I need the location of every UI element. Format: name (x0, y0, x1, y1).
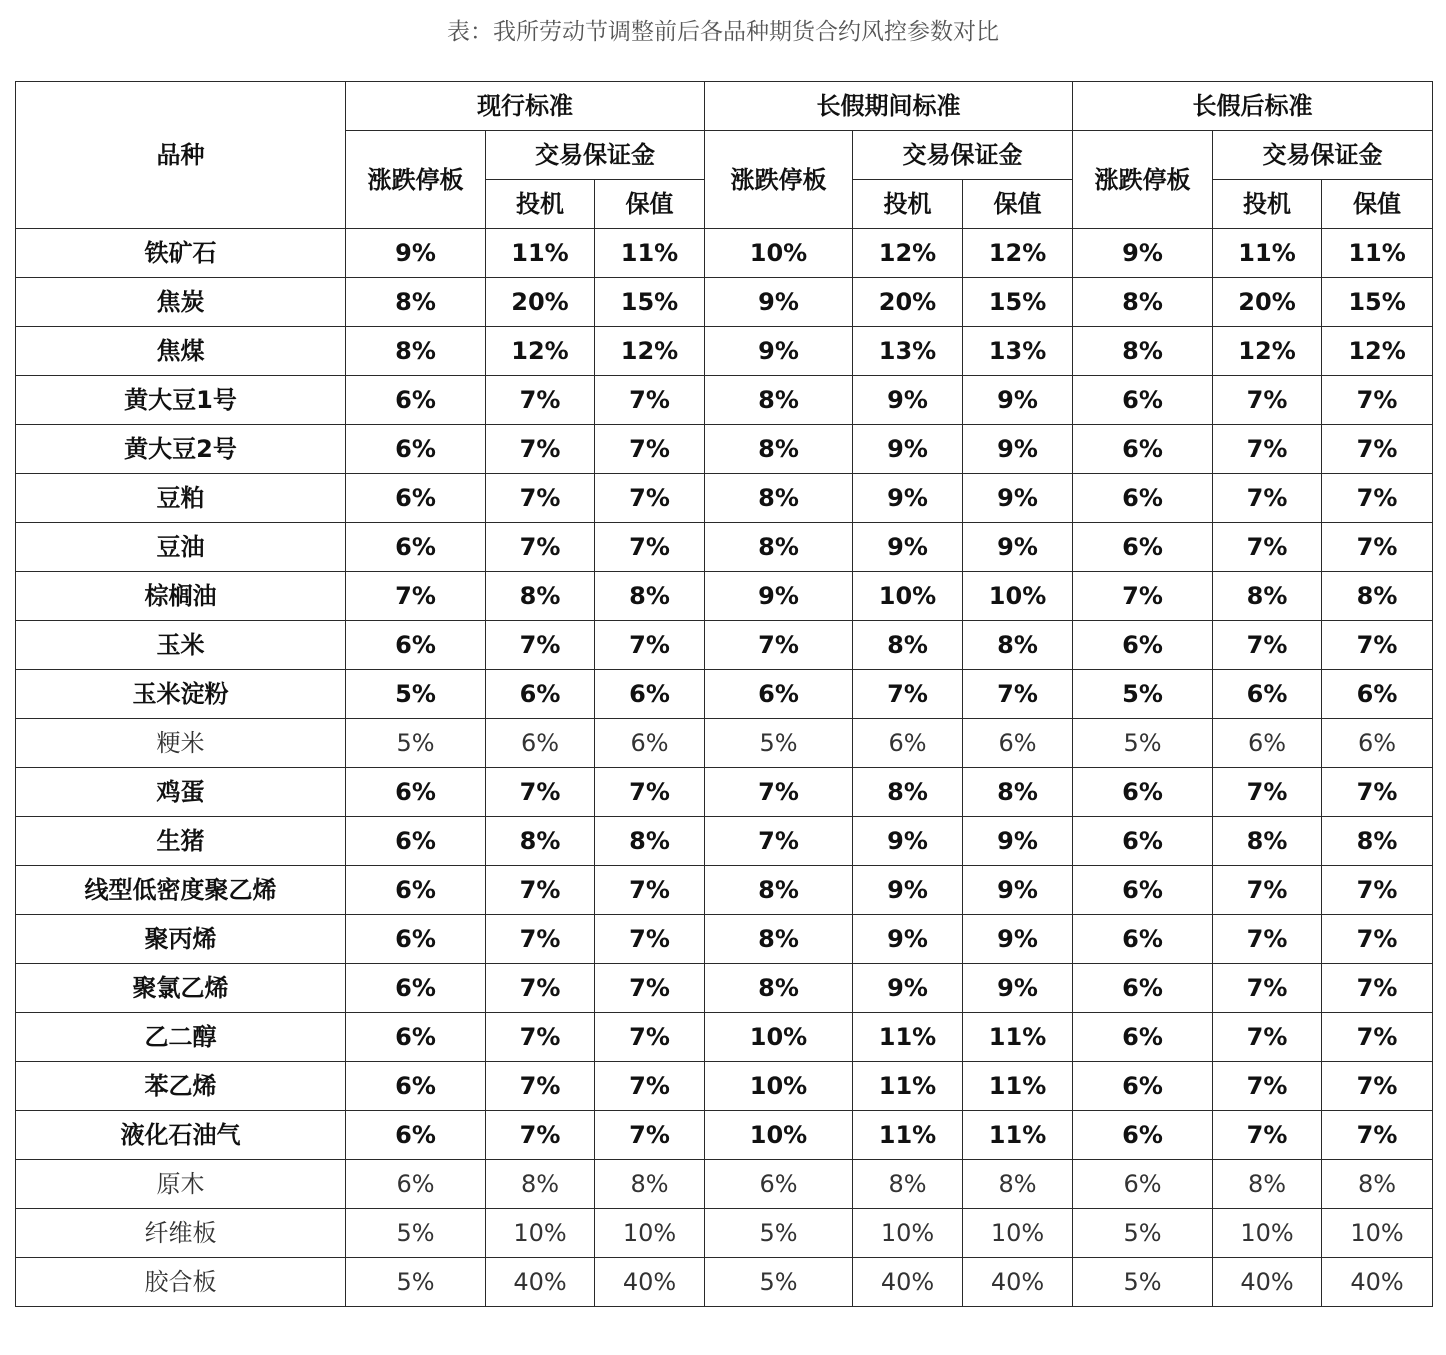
value-cell: 6% (595, 719, 705, 768)
value-cell: 9% (963, 523, 1073, 572)
table-row (16, 817, 1433, 866)
value-cell: 7% (486, 621, 595, 670)
value-cell: 6% (346, 376, 486, 425)
value-cell: 6% (1073, 1111, 1213, 1160)
value-cell: 7% (705, 768, 853, 817)
value-cell: 10% (705, 1013, 853, 1062)
value-cell: 8% (1073, 278, 1213, 327)
value-cell: 6% (346, 523, 486, 572)
value-cell: 7% (1322, 621, 1433, 670)
value-cell: 7% (486, 768, 595, 817)
value-cell: 11% (595, 229, 705, 278)
value-cell: 8% (705, 964, 853, 1013)
value-cell: 8% (1213, 817, 1322, 866)
value-cell: 6% (1213, 670, 1322, 719)
value-cell: 7% (1213, 915, 1322, 964)
variety-name-cell: 苯乙烯 (16, 1062, 346, 1111)
variety-name-cell: 黄大豆2号 (16, 425, 346, 474)
value-cell: 8% (346, 327, 486, 376)
variety-name-cell: 线型低密度聚乙烯 (16, 866, 346, 915)
value-cell: 10% (1213, 1209, 1322, 1258)
value-cell: 6% (1073, 866, 1213, 915)
value-cell: 8% (346, 278, 486, 327)
value-cell: 7% (705, 621, 853, 670)
value-cell: 6% (346, 866, 486, 915)
value-cell: 6% (1073, 964, 1213, 1013)
variety-name-cell: 原木 (16, 1160, 346, 1209)
value-cell: 40% (486, 1258, 595, 1307)
header-margin: 交易保证金 (853, 131, 1073, 180)
value-cell: 8% (1213, 572, 1322, 621)
value-cell: 6% (1073, 1013, 1213, 1062)
variety-name-cell: 豆粕 (16, 474, 346, 523)
value-cell: 6% (1322, 719, 1433, 768)
value-cell: 6% (346, 768, 486, 817)
value-cell: 6% (1073, 523, 1213, 572)
value-cell: 9% (963, 474, 1073, 523)
value-cell: 8% (595, 572, 705, 621)
value-cell: 5% (346, 1209, 486, 1258)
table-row (16, 1013, 1433, 1062)
table-row (16, 229, 1433, 278)
value-cell: 7% (705, 817, 853, 866)
variety-name-cell: 生猪 (16, 817, 346, 866)
value-cell: 9% (853, 523, 963, 572)
value-cell: 11% (853, 1013, 963, 1062)
value-cell: 9% (853, 376, 963, 425)
value-cell: 5% (1073, 670, 1213, 719)
value-cell: 6% (1073, 1062, 1213, 1111)
value-cell: 9% (853, 964, 963, 1013)
header-limit: 涨跌停板 (1073, 131, 1213, 229)
value-cell: 8% (853, 621, 963, 670)
value-cell: 9% (1073, 229, 1213, 278)
table-body (16, 229, 1433, 1307)
value-cell: 11% (486, 229, 595, 278)
value-cell: 6% (346, 1111, 486, 1160)
value-cell: 11% (963, 1062, 1073, 1111)
value-cell: 5% (1073, 719, 1213, 768)
value-cell: 10% (963, 1209, 1073, 1258)
header-limit: 涨跌停板 (346, 131, 486, 229)
value-cell: 8% (963, 621, 1073, 670)
value-cell: 15% (595, 278, 705, 327)
table-row (16, 1062, 1433, 1111)
value-cell: 6% (346, 817, 486, 866)
value-cell: 6% (595, 670, 705, 719)
value-cell: 11% (963, 1013, 1073, 1062)
value-cell: 40% (1213, 1258, 1322, 1307)
value-cell: 12% (853, 229, 963, 278)
value-cell: 6% (1073, 1160, 1213, 1209)
table-row (16, 670, 1433, 719)
value-cell: 8% (1322, 1160, 1433, 1209)
value-cell: 7% (1322, 768, 1433, 817)
header-hedge: 保值 (595, 180, 705, 229)
variety-name-cell: 聚氯乙烯 (16, 964, 346, 1013)
value-cell: 5% (705, 1209, 853, 1258)
value-cell: 8% (705, 376, 853, 425)
value-cell: 12% (595, 327, 705, 376)
value-cell: 5% (346, 670, 486, 719)
value-cell: 6% (346, 1013, 486, 1062)
value-cell: 6% (486, 719, 595, 768)
value-cell: 11% (853, 1062, 963, 1111)
table-row (16, 1160, 1433, 1209)
risk-params-table (15, 81, 1433, 1307)
value-cell: 5% (705, 719, 853, 768)
variety-name-cell: 液化石油气 (16, 1111, 346, 1160)
table-row (16, 572, 1433, 621)
value-cell: 7% (486, 915, 595, 964)
value-cell: 7% (1213, 474, 1322, 523)
value-cell: 9% (705, 572, 853, 621)
table-row (16, 915, 1433, 964)
value-cell: 7% (1213, 376, 1322, 425)
value-cell: 8% (963, 1160, 1073, 1209)
value-cell: 7% (346, 572, 486, 621)
value-cell: 7% (595, 376, 705, 425)
header-group-after: 长假后标准 (1073, 82, 1433, 131)
value-cell: 6% (346, 1062, 486, 1111)
value-cell: 9% (705, 278, 853, 327)
value-cell: 7% (595, 474, 705, 523)
value-cell: 9% (963, 964, 1073, 1013)
value-cell: 10% (963, 572, 1073, 621)
value-cell: 12% (1322, 327, 1433, 376)
value-cell: 11% (963, 1111, 1073, 1160)
value-cell: 10% (1322, 1209, 1433, 1258)
value-cell: 8% (705, 523, 853, 572)
value-cell: 7% (595, 1111, 705, 1160)
header-variety: 品种 (16, 82, 346, 229)
value-cell: 6% (1073, 768, 1213, 817)
value-cell: 7% (1322, 915, 1433, 964)
value-cell: 9% (853, 425, 963, 474)
value-cell: 10% (595, 1209, 705, 1258)
value-cell: 7% (1213, 768, 1322, 817)
value-cell: 8% (705, 866, 853, 915)
value-cell: 8% (853, 768, 963, 817)
value-cell: 7% (1213, 1062, 1322, 1111)
value-cell: 7% (1213, 964, 1322, 1013)
value-cell: 6% (705, 1160, 853, 1209)
variety-name-cell: 鸡蛋 (16, 768, 346, 817)
table-caption: 表：我所劳动节调整前后各品种期货合约风控参数对比 (447, 19, 999, 45)
value-cell: 7% (486, 425, 595, 474)
variety-name-cell: 粳米 (16, 719, 346, 768)
value-cell: 7% (595, 768, 705, 817)
value-cell: 5% (346, 719, 486, 768)
variety-name-cell: 焦炭 (16, 278, 346, 327)
value-cell: 9% (853, 817, 963, 866)
table-row (16, 964, 1433, 1013)
table-row (16, 376, 1433, 425)
table-row (16, 621, 1433, 670)
value-cell: 6% (1073, 425, 1213, 474)
value-cell: 11% (1213, 229, 1322, 278)
variety-name-cell: 焦煤 (16, 327, 346, 376)
value-cell: 6% (346, 621, 486, 670)
value-cell: 9% (853, 474, 963, 523)
value-cell: 7% (1322, 425, 1433, 474)
value-cell: 6% (1073, 817, 1213, 866)
value-cell: 7% (595, 915, 705, 964)
value-cell: 8% (1322, 572, 1433, 621)
value-cell: 7% (486, 474, 595, 523)
value-cell: 5% (346, 1258, 486, 1307)
value-cell: 6% (486, 670, 595, 719)
value-cell: 9% (963, 376, 1073, 425)
header-speculation: 投机 (1213, 180, 1322, 229)
value-cell: 7% (595, 523, 705, 572)
value-cell: 8% (963, 768, 1073, 817)
value-cell: 11% (1322, 229, 1433, 278)
value-cell: 10% (705, 1062, 853, 1111)
value-cell: 5% (1073, 1258, 1213, 1307)
value-cell: 7% (486, 866, 595, 915)
value-cell: 6% (1213, 719, 1322, 768)
value-cell: 5% (1073, 1209, 1213, 1258)
value-cell: 7% (1322, 1111, 1433, 1160)
table-row (16, 1258, 1433, 1307)
value-cell: 7% (1073, 572, 1213, 621)
value-cell: 40% (963, 1258, 1073, 1307)
header-hedge: 保值 (1322, 180, 1433, 229)
variety-name-cell: 棕榈油 (16, 572, 346, 621)
table-row (16, 327, 1433, 376)
value-cell: 9% (853, 915, 963, 964)
value-cell: 7% (486, 376, 595, 425)
value-cell: 15% (1322, 278, 1433, 327)
variety-name-cell: 玉米淀粉 (16, 670, 346, 719)
value-cell: 7% (1322, 1013, 1433, 1062)
value-cell: 7% (486, 1111, 595, 1160)
value-cell: 7% (1213, 621, 1322, 670)
value-cell: 6% (1073, 621, 1213, 670)
value-cell: 7% (486, 523, 595, 572)
variety-name-cell: 胶合板 (16, 1258, 346, 1307)
variety-name-cell: 黄大豆1号 (16, 376, 346, 425)
value-cell: 6% (963, 719, 1073, 768)
table-row (16, 866, 1433, 915)
value-cell: 7% (1322, 866, 1433, 915)
value-cell: 13% (963, 327, 1073, 376)
value-cell: 8% (486, 817, 595, 866)
value-cell: 20% (1213, 278, 1322, 327)
value-cell: 7% (486, 964, 595, 1013)
value-cell: 7% (595, 1062, 705, 1111)
value-cell: 9% (705, 327, 853, 376)
value-cell: 8% (705, 915, 853, 964)
value-cell: 12% (1213, 327, 1322, 376)
value-cell: 20% (853, 278, 963, 327)
value-cell: 7% (486, 1062, 595, 1111)
value-cell: 7% (1213, 425, 1322, 474)
value-cell: 7% (1322, 474, 1433, 523)
variety-name-cell: 纤维板 (16, 1209, 346, 1258)
value-cell: 6% (346, 425, 486, 474)
value-cell: 7% (595, 964, 705, 1013)
value-cell: 15% (963, 278, 1073, 327)
header-group-holiday: 长假期间标准 (705, 82, 1073, 131)
value-cell: 5% (705, 1258, 853, 1307)
variety-name-cell: 乙二醇 (16, 1013, 346, 1062)
value-cell: 9% (346, 229, 486, 278)
value-cell: 20% (486, 278, 595, 327)
value-cell: 8% (705, 425, 853, 474)
value-cell: 9% (963, 425, 1073, 474)
value-cell: 6% (346, 915, 486, 964)
header-speculation: 投机 (486, 180, 595, 229)
header-margin: 交易保证金 (1213, 131, 1433, 180)
header-speculation: 投机 (853, 180, 963, 229)
value-cell: 6% (346, 964, 486, 1013)
value-cell: 7% (595, 866, 705, 915)
value-cell: 6% (1073, 474, 1213, 523)
value-cell: 8% (1073, 327, 1213, 376)
table-row (16, 523, 1433, 572)
table-row (16, 719, 1433, 768)
value-cell: 7% (1322, 376, 1433, 425)
table-row (16, 1111, 1433, 1160)
value-cell: 10% (853, 1209, 963, 1258)
value-cell: 40% (595, 1258, 705, 1307)
table-row (16, 768, 1433, 817)
value-cell: 7% (963, 670, 1073, 719)
value-cell: 6% (853, 719, 963, 768)
value-cell: 10% (705, 1111, 853, 1160)
value-cell: 12% (963, 229, 1073, 278)
table-header (16, 82, 1433, 229)
value-cell: 10% (853, 572, 963, 621)
table-row (16, 1209, 1433, 1258)
value-cell: 7% (595, 425, 705, 474)
table-row (16, 425, 1433, 474)
value-cell: 8% (595, 1160, 705, 1209)
value-cell: 7% (853, 670, 963, 719)
value-cell: 6% (1322, 670, 1433, 719)
value-cell: 7% (1322, 1062, 1433, 1111)
value-cell: 12% (486, 327, 595, 376)
value-cell: 8% (853, 1160, 963, 1209)
value-cell: 9% (853, 866, 963, 915)
value-cell: 6% (705, 670, 853, 719)
value-cell: 6% (1073, 376, 1213, 425)
value-cell: 8% (705, 474, 853, 523)
header-group-current: 现行标准 (346, 82, 705, 131)
variety-name-cell: 玉米 (16, 621, 346, 670)
value-cell: 40% (1322, 1258, 1433, 1307)
header-hedge: 保值 (963, 180, 1073, 229)
value-cell: 13% (853, 327, 963, 376)
value-cell: 9% (963, 866, 1073, 915)
value-cell: 7% (1213, 523, 1322, 572)
value-cell: 7% (1213, 1013, 1322, 1062)
value-cell: 8% (1322, 817, 1433, 866)
header-margin: 交易保证金 (486, 131, 705, 180)
header-limit: 涨跌停板 (705, 131, 853, 229)
value-cell: 7% (595, 1013, 705, 1062)
table-row (16, 474, 1433, 523)
value-cell: 7% (1322, 523, 1433, 572)
variety-name-cell: 聚丙烯 (16, 915, 346, 964)
value-cell: 6% (346, 1160, 486, 1209)
value-cell: 6% (346, 474, 486, 523)
value-cell: 10% (705, 229, 853, 278)
value-cell: 7% (1213, 1111, 1322, 1160)
value-cell: 8% (595, 817, 705, 866)
value-cell: 8% (486, 1160, 595, 1209)
value-cell: 10% (486, 1209, 595, 1258)
value-cell: 9% (963, 817, 1073, 866)
value-cell: 6% (1073, 915, 1213, 964)
value-cell: 7% (1213, 866, 1322, 915)
value-cell: 7% (1322, 964, 1433, 1013)
value-cell: 8% (486, 572, 595, 621)
value-cell: 8% (1213, 1160, 1322, 1209)
value-cell: 9% (963, 915, 1073, 964)
value-cell: 7% (486, 1013, 595, 1062)
value-cell: 7% (595, 621, 705, 670)
table-row (16, 278, 1433, 327)
variety-name-cell: 豆油 (16, 523, 346, 572)
value-cell: 11% (853, 1111, 963, 1160)
variety-name-cell: 铁矿石 (16, 229, 346, 278)
value-cell: 40% (853, 1258, 963, 1307)
